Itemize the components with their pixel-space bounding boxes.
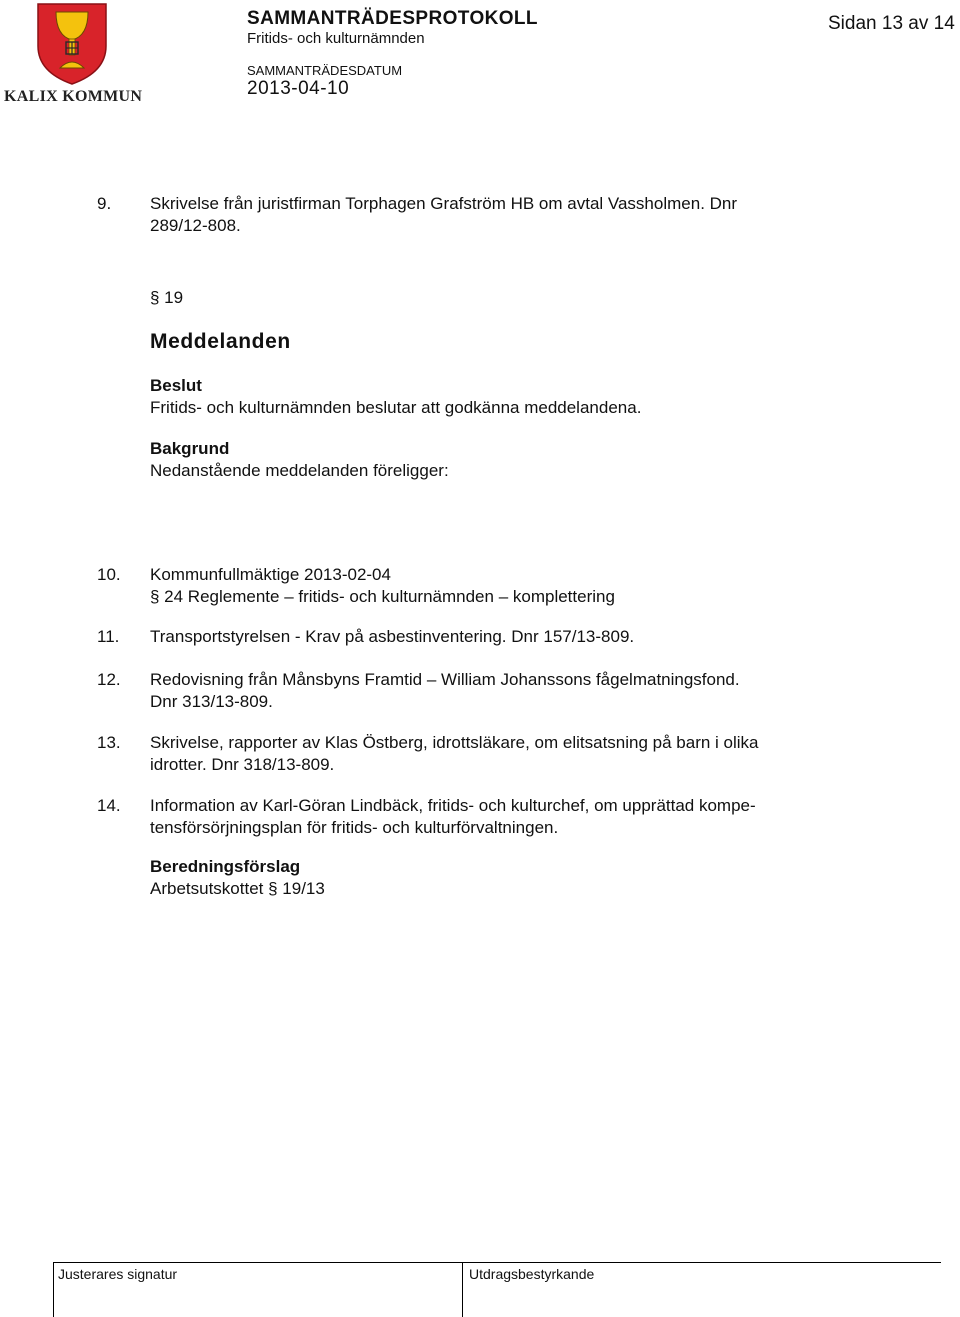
item-line: § 24 Reglemente – fritids- och kulturnämnden – komplettering	[150, 587, 615, 606]
meeting-date: 2013-04-10	[247, 78, 350, 99]
list-item	[97, 626, 877, 648]
item-line: Information av Karl-Göran Lindbäck, fritids- och kulturchef, om upprättad kompe-	[150, 796, 756, 815]
item-line: Transportstyrelsen - Krav på asbestinventering. Dnr 157/13-809.	[150, 627, 635, 646]
item-number: 10.	[97, 565, 121, 584]
certification-label: Utdragsbestyrkande	[469, 1266, 595, 1282]
item-line: Dnr 313/13-809.	[150, 692, 273, 711]
list-item	[97, 732, 877, 776]
paragraph-number: § 19	[150, 288, 184, 307]
beredning-heading: Beredningsförslag	[150, 857, 301, 876]
item-number: 12.	[97, 670, 121, 689]
section-title: Meddelanden	[150, 330, 291, 353]
page-number: Sidan 13 av 14	[828, 13, 955, 34]
item-line: tensförsörjningsplan för fritids- och kulturförvaltningen.	[150, 818, 559, 837]
messages-list-d	[97, 732, 877, 776]
beslut-heading: Beslut	[150, 376, 202, 395]
messages-list-a	[97, 564, 877, 608]
list-item	[97, 669, 877, 713]
beslut-text: Fritids- och kulturnämnden beslutar att godkänna meddelandena.	[150, 398, 642, 417]
item-number: 14.	[97, 796, 121, 815]
footer-divider	[53, 1262, 941, 1263]
item-line: Skrivelse, rapporter av Klas Östberg, idrottsläkare, om elitsatsning på barn i olika	[150, 733, 759, 752]
messages-list-c	[97, 669, 877, 713]
list-item	[97, 795, 877, 839]
item-number: 9.	[97, 194, 112, 213]
bakgrund-heading: Bakgrund	[150, 439, 230, 458]
item-line: idrotter. Dnr 318/13-809.	[150, 755, 335, 774]
logo-text: KALIX KOMMUN	[4, 88, 143, 105]
committee-name: Fritids- och kulturnämnden	[247, 30, 425, 47]
item-number: 11.	[97, 627, 120, 646]
item-line: Kommunfullmäktige 2013-02-04	[150, 565, 391, 584]
item-line: Skrivelse från juristfirman Torphagen Grafström HB om avtal Vassholmen. Dnr	[150, 194, 738, 213]
bakgrund-text: Nedanstående meddelanden föreligger:	[150, 461, 449, 480]
item-line: 289/12-808.	[150, 216, 241, 235]
kalix-kommun-logo	[4, 2, 144, 110]
messages-list-b	[97, 626, 877, 648]
footer-border-left	[53, 1262, 54, 1317]
meeting-date-label: SAMMANTRÄDESDATUM	[247, 63, 403, 78]
list-item	[97, 564, 877, 608]
item-number: 13.	[97, 733, 121, 752]
messages-list-e	[97, 795, 877, 839]
document-title: SAMMANTRÄDESPROTOKOLL	[247, 8, 538, 29]
list-item	[97, 193, 737, 237]
item-line: Redovisning från Månsbyns Framtid – William Johanssons fågelmatningsfond.	[150, 670, 740, 689]
signature-label: Justerares signatur	[58, 1266, 178, 1282]
beredning-text: Arbetsutskottet § 19/13	[150, 879, 325, 898]
coat-of-arms-icon	[4, 2, 144, 86]
footer-border-middle	[462, 1262, 463, 1317]
